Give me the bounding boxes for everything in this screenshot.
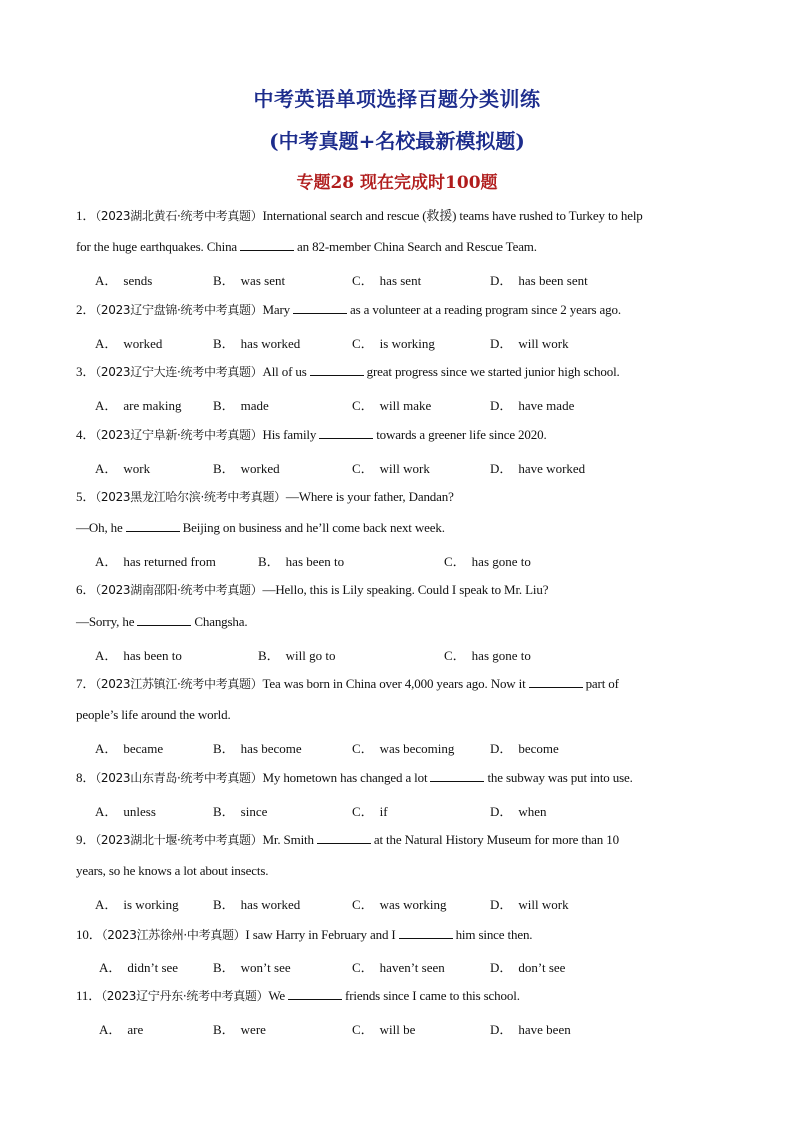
option-c[interactable]	[444, 551, 531, 570]
option-d[interactable]	[490, 801, 547, 820]
option-text: is working	[123, 897, 179, 912]
question-text: —Hello, this is Lily speaking. Could I speak to Mr. Liu?	[262, 582, 549, 597]
option-text: has become	[240, 741, 302, 756]
question-text: —Where is your father, Dandan?	[285, 489, 454, 504]
question-number: 6．	[76, 582, 96, 597]
question-text: Tea was born in China over 4,000 years ago. Now it	[262, 676, 526, 691]
question-number: 11．	[76, 988, 102, 1003]
option-letter: B．	[213, 336, 235, 351]
option-text: since	[240, 804, 268, 819]
option-letter: B．	[213, 897, 235, 912]
option-letter: C．	[352, 461, 374, 476]
option-letter: A．	[95, 273, 118, 288]
question-source: （2023湖北黄石·统考中考真题）	[95, 209, 263, 223]
answer-options	[0, 645, 794, 663]
option-text: is working	[379, 336, 435, 351]
option-letter: B．	[258, 554, 280, 569]
question-line-continued	[76, 614, 248, 630]
option-letter: C．	[352, 804, 374, 819]
option-c[interactable]	[352, 894, 446, 913]
option-text: has been to	[285, 554, 345, 569]
question-text-after-blank: an 82-member China Search and Rescue Team.	[297, 239, 537, 254]
question-text-after-blank: great progress since we started junior high school.	[366, 364, 620, 379]
option-text: become	[518, 741, 559, 756]
option-b[interactable]	[213, 395, 269, 414]
answer-options	[0, 551, 794, 569]
option-letter: B．	[213, 1022, 235, 1037]
answer-blank[interactable]	[430, 770, 484, 782]
answer-blank[interactable]	[293, 302, 347, 314]
answer-blank[interactable]	[529, 676, 583, 688]
question-text-after-blank: Beijing on business and he’ll come back next week.	[182, 520, 445, 535]
option-letter: A．	[95, 741, 118, 756]
option-d[interactable]	[490, 395, 574, 414]
option-a[interactable]	[95, 270, 152, 289]
option-letter: D．	[490, 897, 513, 912]
option-letter: C．	[352, 273, 374, 288]
question-number: 5．	[76, 489, 96, 504]
option-a[interactable]	[95, 645, 182, 664]
option-c[interactable]	[352, 395, 431, 414]
option-a[interactable]	[95, 894, 179, 913]
option-b[interactable]	[213, 333, 300, 352]
question-text-after-blank: towards a greener life since 2020.	[376, 427, 547, 442]
question-source: （2023湖北十堰·统考中考真题）	[95, 833, 263, 847]
question-line	[76, 832, 619, 848]
option-text: was becoming	[379, 741, 455, 756]
option-b[interactable]	[213, 801, 267, 820]
option-text: when	[518, 804, 547, 819]
answer-options	[0, 395, 794, 413]
option-letter: D．	[490, 461, 513, 476]
option-a[interactable]	[95, 458, 150, 477]
option-text: will work	[518, 336, 569, 351]
option-b[interactable]	[213, 458, 280, 477]
answer-options	[0, 1019, 794, 1037]
option-letter: D．	[490, 741, 513, 756]
option-c[interactable]	[352, 270, 421, 289]
question-text-after-blank: him since then.	[455, 927, 533, 942]
option-letter: D．	[490, 804, 513, 819]
option-text: became	[123, 741, 164, 756]
answer-blank[interactable]	[126, 520, 180, 532]
question-source: （2023湖南邵阳·统考中考真题）	[95, 583, 263, 597]
question-line-continued	[76, 239, 537, 255]
document-subtitle: (中考真题+名校最新模拟题)	[269, 129, 525, 153]
question-text: people’s life around the world.	[76, 707, 231, 722]
option-text: worked	[123, 336, 163, 351]
option-letter: C．	[352, 897, 374, 912]
topic-heading: 专题28 现在完成时100题	[296, 173, 498, 193]
question-number: 9．	[76, 832, 96, 847]
option-text: haven’t seen	[379, 960, 445, 975]
answer-options	[0, 894, 794, 912]
question-line	[76, 676, 619, 692]
option-letter: B．	[213, 741, 235, 756]
option-letter: B．	[213, 804, 235, 819]
option-letter: A．	[95, 648, 118, 663]
question-text: —Sorry, he	[76, 614, 135, 629]
question-text: I saw Harry in February and I	[245, 927, 396, 942]
option-text: will make	[379, 398, 432, 413]
option-letter: B．	[213, 960, 235, 975]
question-source: （2023辽宁盘锦·统考中考真题）	[95, 303, 263, 317]
option-c[interactable]	[352, 738, 454, 757]
option-letter: C．	[352, 960, 374, 975]
option-letter: B．	[258, 648, 280, 663]
option-text: worked	[240, 461, 280, 476]
option-text: didn’t see	[127, 960, 179, 975]
option-a[interactable]	[95, 395, 182, 414]
question-number: 3．	[76, 364, 96, 379]
option-letter: D．	[490, 398, 513, 413]
option-letter: C．	[444, 554, 466, 569]
answer-blank[interactable]	[137, 614, 191, 626]
option-text: has been sent	[518, 273, 588, 288]
document-title: 中考英语单项选择百题分类训练	[253, 87, 541, 111]
question-line	[76, 770, 633, 786]
option-letter: D．	[490, 336, 513, 351]
question-source: （2023江苏镇江·统考中考真题）	[95, 677, 263, 691]
option-a[interactable]	[95, 738, 163, 757]
answer-options	[0, 957, 794, 975]
question-line	[76, 582, 548, 598]
question-number: 10．	[76, 927, 102, 942]
option-text: work	[123, 461, 151, 476]
option-letter: A．	[95, 897, 118, 912]
question-line	[76, 489, 454, 505]
option-text: were	[240, 1022, 266, 1037]
option-b[interactable]	[258, 645, 336, 664]
answer-blank[interactable]	[319, 427, 373, 439]
option-text: have made	[518, 398, 575, 413]
question-number: 4．	[76, 427, 96, 442]
option-letter: B．	[213, 461, 235, 476]
option-c[interactable]	[352, 801, 388, 820]
answer-options	[0, 270, 794, 288]
question-line-continued	[76, 520, 445, 536]
option-b[interactable]	[258, 551, 344, 570]
option-letter: C．	[352, 741, 374, 756]
option-b[interactable]	[213, 957, 291, 976]
question-source: （2023辽宁大连·统考中考真题）	[95, 365, 263, 379]
option-text: will work	[518, 897, 569, 912]
option-letter: C．	[352, 1022, 374, 1037]
answer-blank[interactable]	[288, 988, 342, 1000]
question-text: —Oh, he	[76, 520, 123, 535]
option-text: have worked	[518, 461, 586, 476]
option-c[interactable]	[352, 957, 445, 976]
option-a[interactable]	[95, 551, 216, 570]
option-a[interactable]	[99, 1019, 143, 1038]
answer-blank[interactable]	[310, 364, 364, 376]
option-text: made	[240, 398, 269, 413]
question-text: Mary	[262, 302, 291, 317]
option-letter: A．	[95, 336, 118, 351]
option-d[interactable]	[490, 1019, 571, 1038]
question-line	[76, 927, 532, 943]
option-letter: C．	[352, 398, 374, 413]
question-text: for the huge earthquakes. China	[76, 239, 238, 254]
option-text: has gone to	[471, 648, 531, 663]
option-letter: D．	[490, 960, 513, 975]
option-text: was sent	[240, 273, 286, 288]
option-d[interactable]	[490, 270, 588, 289]
option-text: has worked	[240, 336, 301, 351]
question-text: International search and rescue (救援) teams have rushed to Turkey to help	[262, 208, 643, 223]
answer-blank[interactable]	[317, 832, 371, 844]
option-letter: D．	[490, 1022, 513, 1037]
option-text: has worked	[240, 897, 301, 912]
option-text: has been to	[123, 648, 182, 663]
option-text: has returned from	[123, 554, 216, 569]
option-text: are	[127, 1022, 144, 1037]
question-line	[76, 427, 547, 443]
option-c[interactable]	[444, 645, 531, 664]
question-text-after-blank: at the Natural History Museum for more than 10	[373, 832, 619, 847]
question-text: My hometown has changed a lot	[262, 770, 428, 785]
option-text: if	[379, 804, 388, 819]
option-letter: C．	[444, 648, 466, 663]
question-source: （2023辽宁丹东·统考中考真题）	[101, 989, 269, 1003]
question-number: 2．	[76, 302, 96, 317]
option-letter: B．	[213, 398, 235, 413]
answer-options	[0, 458, 794, 476]
option-letter: A．	[99, 1022, 122, 1037]
question-line	[76, 364, 620, 380]
option-letter: A．	[95, 398, 118, 413]
option-b[interactable]	[213, 894, 300, 913]
option-text: has gone to	[471, 554, 531, 569]
option-letter: A．	[95, 461, 118, 476]
answer-options	[0, 801, 794, 819]
question-source: （2023黑龙江哈尔滨·统考中考真题）	[95, 490, 286, 504]
option-letter: A．	[99, 960, 122, 975]
option-letter: B．	[213, 273, 235, 288]
option-a[interactable]	[95, 333, 162, 352]
option-b[interactable]	[213, 270, 285, 289]
answer-options	[0, 333, 794, 351]
option-a[interactable]	[99, 957, 178, 976]
answer-options	[0, 738, 794, 756]
option-letter: A．	[95, 804, 118, 819]
option-text: sends	[123, 273, 153, 288]
option-text: will work	[379, 461, 430, 476]
question-text: years, so he knows a lot about insects.	[76, 863, 269, 878]
answer-blank[interactable]	[240, 239, 294, 251]
question-text-after-blank: Changsha.	[194, 614, 248, 629]
option-text: will be	[379, 1022, 416, 1037]
option-c[interactable]	[352, 333, 435, 352]
option-letter: C．	[352, 336, 374, 351]
option-letter: D．	[490, 273, 513, 288]
question-source: （2023辽宁阜新·统考中考真题）	[95, 428, 263, 442]
option-d[interactable]	[490, 957, 565, 976]
option-c[interactable]	[352, 1019, 415, 1038]
option-text: don’t see	[518, 960, 566, 975]
question-line-continued	[76, 863, 268, 879]
question-line	[76, 302, 621, 318]
question-line-continued	[76, 707, 231, 723]
option-text: unless	[123, 804, 156, 819]
question-text-after-blank: friends since I came to this school.	[345, 988, 520, 1003]
question-number: 8．	[76, 770, 96, 785]
question-text: We	[268, 988, 286, 1003]
question-number: 7．	[76, 676, 96, 691]
answer-blank[interactable]	[399, 927, 453, 939]
question-text-after-blank: part of	[585, 676, 619, 691]
option-b[interactable]	[213, 738, 302, 757]
option-letter: A．	[95, 554, 118, 569]
question-source: （2023江苏徐州·中考真题）	[101, 928, 246, 942]
question-line	[76, 988, 520, 1004]
option-text: will go to	[285, 648, 336, 663]
question-number: 1．	[76, 208, 96, 223]
question-text: Mr. Smith	[262, 832, 314, 847]
question-text: His family	[262, 427, 317, 442]
option-a[interactable]	[95, 801, 156, 820]
option-d[interactable]	[490, 738, 559, 757]
option-b[interactable]	[213, 1019, 266, 1038]
option-text: won’t see	[240, 960, 291, 975]
question-text-after-blank: the subway was put into use.	[487, 770, 633, 785]
option-d[interactable]	[490, 894, 569, 913]
option-text: are making	[123, 398, 182, 413]
option-text: has sent	[379, 273, 422, 288]
option-c[interactable]	[352, 458, 430, 477]
option-text: have been	[518, 1022, 571, 1037]
question-text-after-blank: as a volunteer at a reading program since 2 years ago.	[350, 302, 621, 317]
question-text: All of us	[262, 364, 307, 379]
question-line	[76, 208, 643, 224]
option-d[interactable]	[490, 458, 585, 477]
question-source: （2023山东青岛·统考中考真题）	[95, 771, 263, 785]
option-d[interactable]	[490, 333, 569, 352]
option-text: was working	[379, 897, 447, 912]
